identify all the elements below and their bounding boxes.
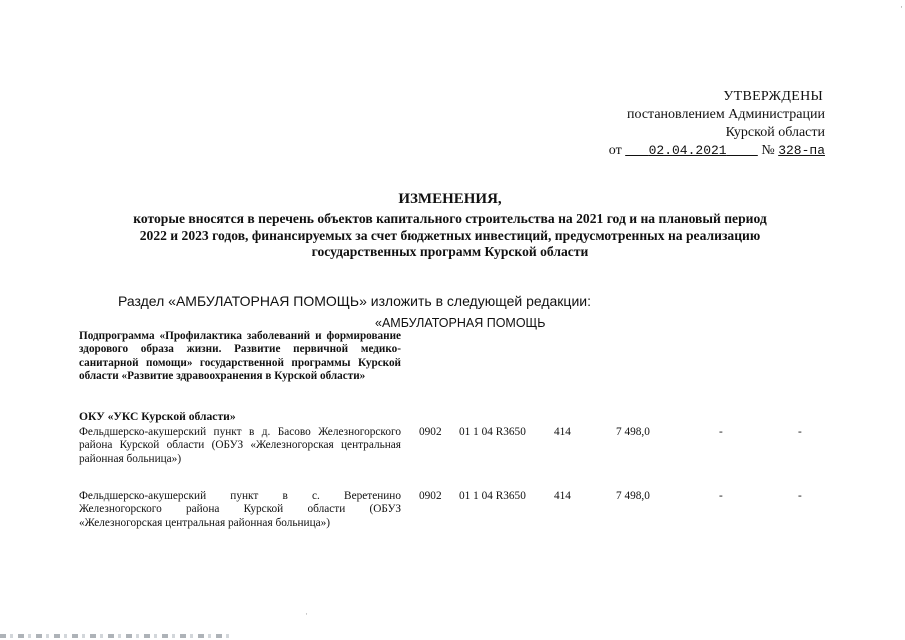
approval-number-label: №	[761, 143, 775, 158]
scan-mark: ·	[900, 2, 903, 12]
intro-text: Раздел «АМБУЛАТОРНАЯ ПОМОЩЬ» изложить в следующей редакции:	[118, 293, 591, 309]
approval-number: 328-па	[778, 143, 825, 158]
amount-2022: -	[719, 426, 723, 438]
subprogram-title: Подпрограмма «Профилактика заболеваний и формирование здорового образа жизни. Развитие первичной медико-санитарной помощи» государственной программы Курской области «Развитие здравоохранения в Курской области»	[79, 330, 401, 383]
expense-code: 414	[554, 490, 571, 502]
approval-region: Курской области	[725, 125, 825, 140]
section-name: «АМБУЛАТОРНАЯ ПОМОЩЬ	[375, 316, 546, 330]
object-name: Фельдшерско-акушерский пункт в д. Басово Железногорского района Курской области (ОБУЗ «Железногорская центральная районная больница»)	[79, 426, 401, 465]
scan-footer-artifact	[0, 634, 230, 638]
amount-2023: -	[798, 490, 802, 502]
approval-resolution: постановлением Администрации	[627, 107, 825, 122]
approval-from-label: от	[608, 143, 622, 158]
target-code: 01 1 04 R3650	[459, 426, 526, 438]
amount-2021: 7 498,0	[616, 426, 650, 438]
table-row	[79, 426, 839, 490]
scan-mark: ·	[305, 609, 308, 619]
amount-2023: -	[798, 426, 802, 438]
heading-line-2: 2022 и 2023 годов, финансируемых за счет бюджетных инвестиций, предусмотренных на реализацию	[139, 227, 761, 243]
approval-title: УТВЕРЖДЕНЫ	[723, 89, 823, 104]
object-name: Фельдшерско-акушерский пункт в с. Веретенино Железногорского района Курской области (ОБУЗ «Железногорская центральная районная больница»)	[79, 490, 401, 529]
expense-code: 414	[554, 426, 571, 438]
heading-line-3: государственных программ Курской области	[311, 244, 589, 259]
approval-date-line	[565, 142, 825, 160]
approval-stamp	[565, 88, 825, 160]
section-code: 0902	[419, 490, 442, 502]
heading-title: ИЗМЕНЕНИЯ,	[398, 191, 502, 207]
heading-line-1: которые вносятся в перечень объектов капитального строительства на 2021 год и на плановый период	[133, 211, 767, 226]
amount-2022: -	[719, 490, 723, 502]
organization-name: ОКУ «УКС Курской области»	[79, 410, 236, 423]
document-heading	[70, 190, 830, 261]
table-row	[79, 490, 839, 554]
amount-2021: 7 498,0	[616, 490, 650, 502]
section-code: 0902	[419, 426, 442, 438]
target-code: 01 1 04 R3650	[459, 490, 526, 502]
approval-date: 02.04.2021	[648, 143, 727, 158]
